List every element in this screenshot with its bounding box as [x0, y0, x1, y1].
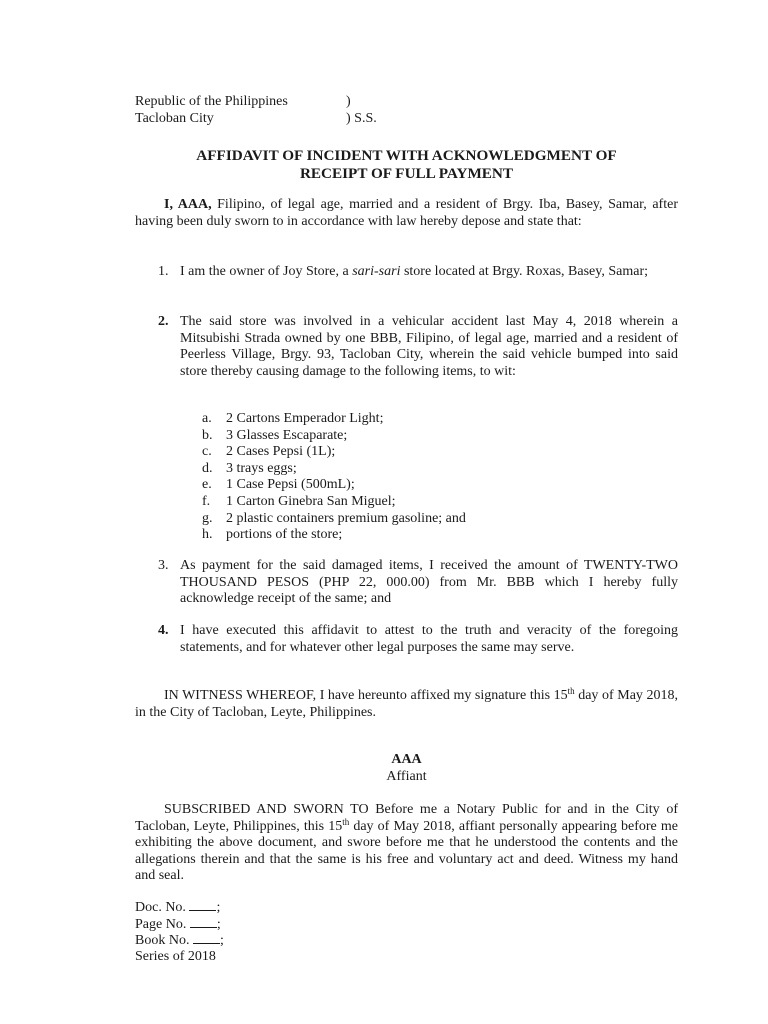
item-text: I am the owner of Joy Store, a sari-sari store located at Brgy. Roxas, Basey, Samar; [180, 264, 649, 279]
ordinal-suffix: th [567, 686, 575, 696]
affiant-signature-block [135, 752, 678, 785]
item-number: 2. [158, 314, 169, 329]
list-item [135, 623, 678, 656]
damaged-item: c. 2 Cases Pepsi (1L); [202, 444, 336, 460]
ordinal-suffix: th [342, 816, 350, 827]
blank-line [190, 916, 217, 928]
list-item [135, 264, 678, 281]
damaged-item: e. 1 Case Pepsi (500mL); [202, 477, 355, 493]
title-line-2: RECEIPT OF FULL PAYMENT [299, 165, 514, 182]
venue-caption [135, 94, 535, 128]
item-text: As payment for the said damaged items, I received the amount of TWENTY-TWO THOUSAND PESOS (PHP 22, 000.00) from Mr. BBB which I hereby fully acknowledge receipt of the same; and [180, 558, 678, 607]
blank-line [193, 932, 220, 944]
damaged-item: a. 2 Cartons Emperador Light; [202, 411, 384, 426]
damaged-items-list [202, 411, 602, 544]
witness-paragraph: IN WITNESS WHEREOF, I have hereunto affixed my signature this 15th day of May 2018, in the City of Tacloban, Leyte, Philippines. [135, 686, 678, 720]
caption-city: Tacloban City [135, 111, 214, 126]
blank-line [189, 899, 216, 911]
intro-paragraph [135, 197, 678, 230]
italic-term: sari-sari [352, 264, 401, 279]
item-text: I have executed this affidavit to attest to the truth and veracity of the foregoing statements, and for whatever other legal purposes the same may serve. [180, 623, 678, 655]
damaged-item: f. 1 Carton Ginebra San Miguel; [202, 493, 396, 509]
book-number-line: Book No. ; [135, 933, 224, 949]
page-number-line: Page No. ; [135, 916, 221, 932]
item-number: 4. [158, 623, 169, 638]
title-line-1: AFFIDAVIT OF INCIDENT WITH ACKNOWLEDGMENT OF [196, 147, 617, 164]
caption-paren: ) [346, 94, 351, 109]
damaged-item: d. 3 trays eggs; [202, 460, 297, 476]
document-title [135, 147, 678, 183]
affiant-role: Affiant [386, 768, 427, 784]
list-item [135, 314, 678, 380]
notarial-register [135, 899, 435, 965]
jurat-paragraph: SUBSCRIBED AND SWORN TO Before me a Notary Public for and in the City of Tacloban, Leyte, Philippines, this 15th day of May 2018, affiant personally appearing before me exhibiting the above document, and swore before me that he understood the contents and the allegations therein and that the same is his free and voluntary act and deed. Witness my hand and seal. [135, 802, 678, 884]
series-line: Series of 2018 [135, 948, 216, 964]
affiant-name: AAA [391, 752, 422, 767]
affiant-name-intro: I, AAA, [164, 197, 212, 212]
item-number: 3. [158, 558, 169, 573]
damaged-item: h. portions of the store; [202, 527, 343, 543]
list-item [135, 558, 678, 608]
item-text: The said store was involved in a vehicular accident last May 4, 2018 wherein a Mitsubishi Strada owned by one BBB, Filipino, of legal age, married and a resident of Peerless Village, Brgy. 93, Tacloban City, wherein the said vehicle bumped into said store thereby causing damage to the following items, to wit: [180, 314, 678, 379]
item-number: 1. [158, 264, 169, 279]
caption-country: Republic of the Philippines [135, 94, 288, 109]
caption-ss: ) S.S. [346, 111, 377, 126]
intro-text: Filipino, of legal age, married and a resident of Brgy. Iba, Basey, Samar, after having been duly sworn to in accordance with law hereby depose and state that: [135, 197, 678, 229]
doc-number-line: Doc. No. ; [135, 900, 221, 915]
damaged-item: b. 3 Glasses Escaparate; [202, 427, 348, 443]
damaged-item: g. 2 plastic containers premium gasoline; and [202, 510, 466, 526]
